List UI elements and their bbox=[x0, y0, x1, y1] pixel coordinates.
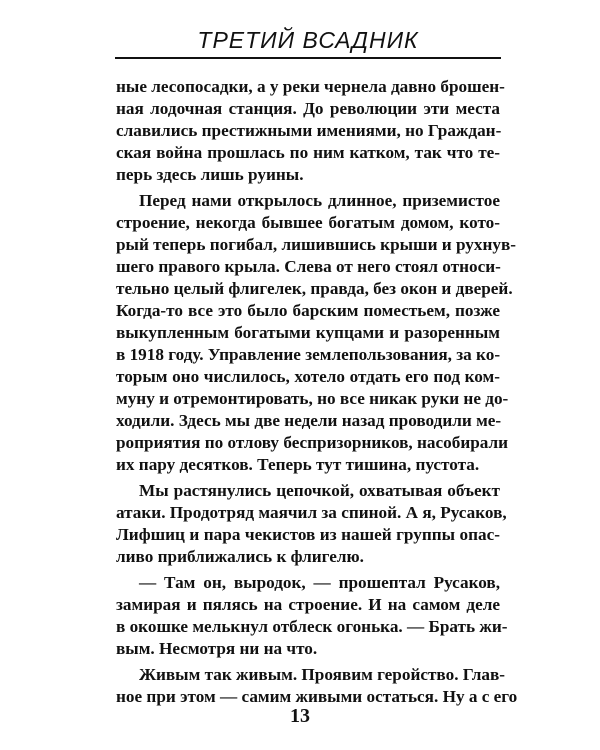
text-line: — Там он, выродок, — прошептал Русаков, bbox=[139, 573, 500, 592]
paragraph bbox=[116, 76, 505, 186]
text-line: атаки. Продотряд маячил за спиной. А я, Русаков, bbox=[116, 503, 507, 522]
text-line: тельно целый флигелек, правда, без окон и дверей. bbox=[116, 279, 513, 298]
paragraph bbox=[116, 480, 507, 568]
text-line: славились престижными имениями, но Граждан- bbox=[116, 121, 502, 140]
text-line: их пару десятков. Теперь тут тишина, пустота. bbox=[116, 455, 480, 474]
text-line: ное при этом — самим живыми остаться. Ну а с его bbox=[116, 687, 518, 706]
text-line: Живым так живым. Проявим геройство. Глав- bbox=[139, 665, 506, 684]
paragraph bbox=[116, 572, 508, 660]
text-line: замирая и пялясь на строение. И на самом деле bbox=[116, 595, 500, 614]
text-line: вым. Несмотря ни на что. bbox=[116, 639, 318, 658]
text-line: ливо приближались к флигелю. bbox=[116, 547, 364, 566]
text-line: ходили. Здесь мы две недели назад проводили ме- bbox=[116, 411, 502, 430]
text-line: шего правого крыла. Слева от него стоял относи- bbox=[116, 257, 501, 276]
text-line: Мы растянулись цепочкой, охватывая объект bbox=[139, 481, 500, 500]
text-line: перь здесь лишь руины. bbox=[116, 165, 304, 184]
text-line: торым оно числилось, хотело отдать его под ком- bbox=[116, 367, 500, 386]
text-line: роприятия по отлову беспризорников, насобирали bbox=[116, 433, 509, 452]
running-header-title: ТРЕТИЙ ВСАДНИК bbox=[197, 27, 419, 53]
paragraph bbox=[116, 190, 516, 476]
text-line: в 1918 году. Управление землепользования, за ко- bbox=[116, 345, 501, 364]
text-line: ская война прошлась по ним катком, так что те- bbox=[116, 143, 500, 162]
text-line: рый теперь погибал, лишившись крыши и рухнув- bbox=[116, 235, 516, 254]
paragraph bbox=[116, 664, 518, 708]
page-number: 13 bbox=[290, 705, 310, 727]
text-line: ная лодочная станция. До революции эти места bbox=[116, 99, 500, 118]
text-line: строение, некогда бывшее богатым домом, кото- bbox=[116, 213, 500, 232]
body-text bbox=[116, 76, 518, 708]
text-line: Лифшиц и пара чекистов из нашей группы опас- bbox=[116, 525, 500, 544]
text-line: Когда-то все это было барским поместьем, позже bbox=[116, 301, 500, 320]
text-line: выкупленным богатыми купцами и разоренным bbox=[116, 323, 500, 342]
text-line: муну и отремонтировать, но все никак руки не до- bbox=[116, 389, 509, 408]
header-rule bbox=[115, 57, 501, 59]
text-line: в окошке мелькнул отблеск огонька. — Брать жи- bbox=[116, 617, 508, 636]
text-line: Перед нами открылось длинное, приземистое bbox=[139, 191, 500, 210]
text-line: ные лесопосадки, а у реки чернела давно брошен- bbox=[116, 77, 505, 96]
